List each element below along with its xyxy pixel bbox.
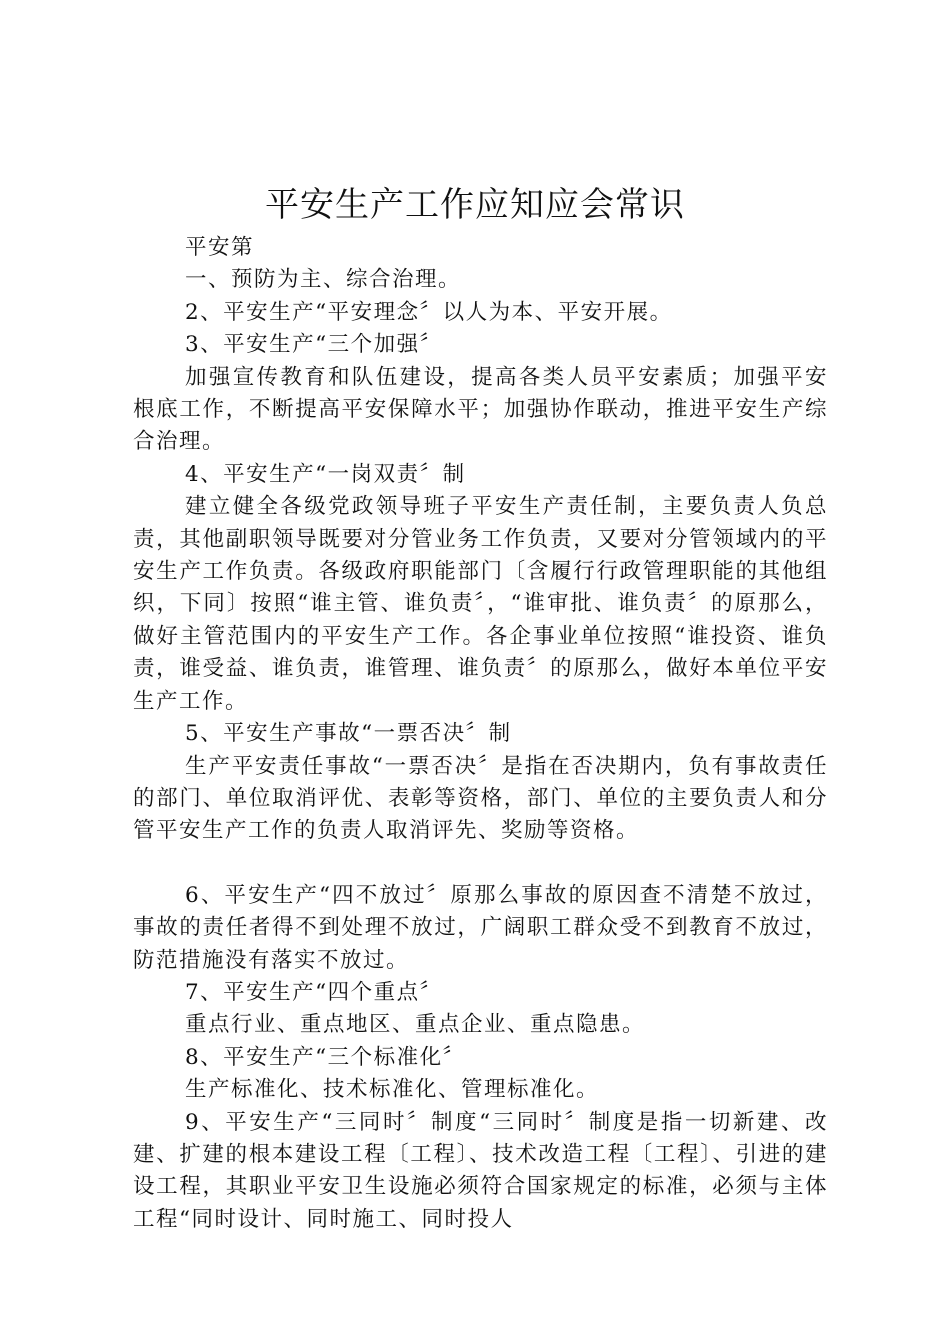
paragraph-heading-6: 6、平安生产“四不放过〞原那么事故的原因查不清楚不放过，事故的责任者得不到处理不放过，广阔职工群众受不到教育不放过，防范措施没有落实不放过。 xyxy=(133,882,828,973)
paragraph-body-5: 生产平安责任事故“一票否决〞是指在否决期内，负有事故责任的部门、单位取消评优、表彰等资格，部门、单位的主要负责人和分管平安生产工作的负责人取消评先、奖励等资格。 xyxy=(133,753,828,844)
paragraph-heading-8: 8、平安生产“三个标准化〞 xyxy=(185,1044,466,1070)
paragraph-heading-2: 2、平安生产“平安理念〞以人为本、平安开展。 xyxy=(185,299,673,325)
paragraph-body-3: 加强宣传教育和队伍建设，提高各类人员平安素质；加强平安根底工作，不断提高平安保障水平；加强协作联动，推进平安生产综合治理。 xyxy=(133,364,828,455)
paragraph-body-4: 建立健全各级党政领导班子平安生产责任制，主要负责人负总责，其他副职领导既要对分管业务工作负责，又要对分管领域内的平安生产工作负责。各级政府职能部门〔含履行行政管理职能的其他组织，下同〕按照“谁主管、谁负责〞，“谁审批、谁负责〞的原那么，做好主管范围内的平安生产工作。各企事业单位按照“谁投资、谁负责，谁受益、谁负责，谁管理、谁负责〞的原那么，做好本单位平安生产工作。 xyxy=(133,494,828,714)
paragraph-heading-3: 3、平安生产“三个加强〞 xyxy=(185,332,443,358)
document-body xyxy=(133,232,828,1236)
paragraph-body-8: 生产标准化、技术标准化、管理标准化。 xyxy=(185,1077,600,1103)
document-title: 平安生产工作应知应会常识 xyxy=(265,185,685,225)
paragraph-body-7: 重点行业、重点地区、重点企业、重点隐患。 xyxy=(185,1012,646,1038)
paragraph-heading-7: 7、平安生产“四个重点〞 xyxy=(185,979,443,1005)
paragraph-spacer xyxy=(133,848,828,880)
paragraph-heading-4: 4、平安生产“一岗双责〞制 xyxy=(185,461,466,487)
paragraph-section-heading: 平安第 xyxy=(185,235,255,260)
paragraph-heading-5: 5、平安生产事故“一票否决〞制 xyxy=(185,721,512,747)
paragraph-principle-1: 一、预防为主、综合治理。 xyxy=(185,267,462,293)
paragraph-heading-9: 9、平安生产“三同时〞制度“三同时〞制度是指一切新建、改建、扩建的根本建设工程〔工程〕、技术改造工程〔工程〕、引进的建设工程，其职业平安卫生设施必须符合国家规定的标准，必须与主体工程“同时设计、同时施工、同时投人 xyxy=(133,1109,828,1232)
